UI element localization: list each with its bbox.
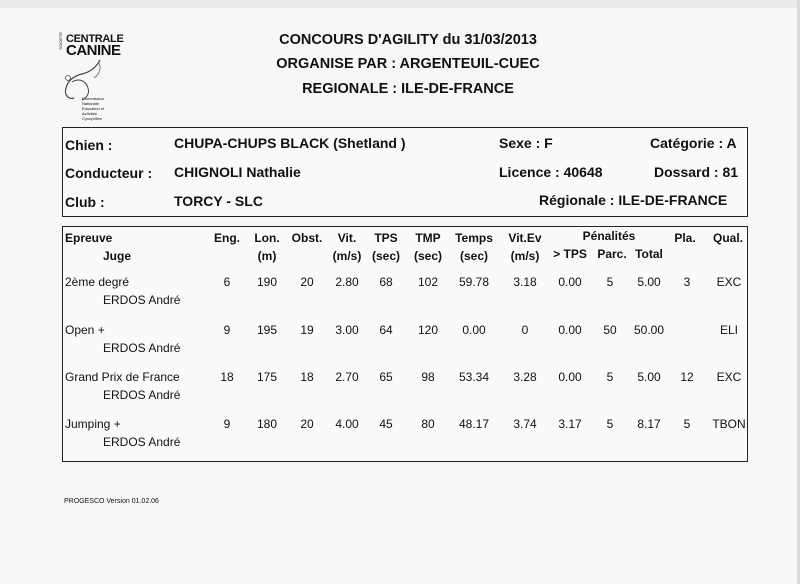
row-pen-total: 8.17 xyxy=(637,417,661,431)
row-pen-tps: 0.00 xyxy=(558,275,582,289)
row-epreuve: Open + xyxy=(65,323,105,337)
row-tps: 68 xyxy=(379,275,393,289)
chien-label: Chien : xyxy=(65,137,113,153)
row-eng: 6 xyxy=(223,275,231,289)
col-temps: Temps xyxy=(455,231,493,245)
row-vit: 2.80 xyxy=(335,275,359,289)
col-tmp-unit: (sec) xyxy=(413,249,443,263)
row-lon: 195 xyxy=(256,323,278,337)
row-temps: 59.78 xyxy=(458,275,490,289)
dossard-value: Dossard : 81 xyxy=(654,164,739,180)
row-vit: 3.00 xyxy=(335,323,359,337)
col-vit-unit: (m/s) xyxy=(332,249,362,263)
row-vitev: 3.18 xyxy=(513,275,537,289)
chien-value: CHUPA-CHUPS BLACK (Shetland ) xyxy=(174,135,406,151)
row-pla: 5 xyxy=(683,417,691,431)
page-edge xyxy=(0,0,800,8)
organizer-line: ORGANISE PAR : ARGENTEUIL-CUEC xyxy=(276,56,540,72)
col-epreuve: Epreuve xyxy=(65,231,113,245)
col-lon: Lon. xyxy=(254,231,280,245)
row-qual: ELI xyxy=(719,323,739,337)
row-pla: 3 xyxy=(683,275,691,289)
logo-commission-line: Nationale xyxy=(82,101,99,106)
row-lon: 180 xyxy=(256,417,278,431)
sexe-value: Sexe : F xyxy=(499,135,553,151)
row-juge: ERDOS André xyxy=(103,341,181,355)
row-tps: 45 xyxy=(379,417,393,431)
dog-info-box xyxy=(62,127,748,217)
row-tmp: 102 xyxy=(417,275,439,289)
logo-commission-line: Commission xyxy=(82,96,105,101)
row-temps: 0.00 xyxy=(462,323,486,337)
logo-canine-text: CANINE xyxy=(66,42,121,59)
row-tmp: 98 xyxy=(421,370,435,384)
logo-commission-line: Education et xyxy=(82,106,105,111)
row-tps: 65 xyxy=(379,370,393,384)
regionale-value: Régionale : ILE-DE-FRANCE xyxy=(539,192,728,208)
logo-commission-line: Activités xyxy=(82,111,97,116)
col-qual: Qual. xyxy=(712,231,744,245)
row-temps: 48.17 xyxy=(458,417,490,431)
row-pen-total: 5.00 xyxy=(637,370,661,384)
licence-value: Licence : 40648 xyxy=(499,164,603,180)
logo-soc-text: SOCIETE xyxy=(58,32,63,50)
row-vitev: 3.28 xyxy=(513,370,537,384)
club-label: Club : xyxy=(65,194,105,210)
row-qual: TBON xyxy=(712,417,746,431)
club-value: TORCY - SLC xyxy=(174,193,263,209)
results-table xyxy=(62,226,748,462)
logo-commission-line: Cynophiles xyxy=(82,116,102,121)
col-vitev-unit: (m/s) xyxy=(510,249,540,263)
row-qual: EXC xyxy=(716,370,742,384)
col-temps-unit: (sec) xyxy=(459,249,489,263)
row-pen-tps: 3.17 xyxy=(558,417,582,431)
row-pen-tps: 0.00 xyxy=(558,323,582,337)
row-eng: 18 xyxy=(220,370,234,384)
col-penalites: Pénalités xyxy=(582,229,636,243)
row-obst: 18 xyxy=(300,370,314,384)
conducteur-label: Conducteur : xyxy=(65,165,153,181)
region-line: REGIONALE : ILE-DE-FRANCE xyxy=(302,81,514,97)
contest-title: CONCOURS D'AGILITY du 31/03/2013 xyxy=(279,32,537,48)
row-obst: 19 xyxy=(300,323,314,337)
row-pen-parc: 5 xyxy=(606,370,614,384)
software-version: PROGESCO Version 01.02.06 xyxy=(64,498,159,505)
logo-centrale-text: CENTRALE xyxy=(66,33,124,45)
row-tps: 64 xyxy=(379,323,393,337)
row-epreuve: 2ème degré xyxy=(65,275,130,289)
row-vit: 4.00 xyxy=(335,417,359,431)
row-temps: 53.34 xyxy=(458,370,490,384)
row-eng: 9 xyxy=(223,323,231,337)
row-qual: EXC xyxy=(716,275,742,289)
col-pen-total: Total xyxy=(635,247,663,261)
row-epreuve: Grand Prix de France xyxy=(65,370,180,384)
row-pen-parc: 50 xyxy=(603,323,617,337)
col-pla: Pla. xyxy=(674,231,696,245)
col-obst: Obst. xyxy=(291,231,323,245)
row-epreuve: Jumping + xyxy=(65,417,121,431)
row-pen-parc: 5 xyxy=(606,417,614,431)
col-lon-unit: (m) xyxy=(257,249,277,263)
row-pen-parc: 5 xyxy=(606,275,614,289)
row-obst: 20 xyxy=(300,275,314,289)
row-juge: ERDOS André xyxy=(103,435,181,449)
col-pen-parc: Parc. xyxy=(597,247,627,261)
row-pen-total: 50.00 xyxy=(633,323,665,337)
col-juge: Juge xyxy=(103,249,132,263)
row-eng: 9 xyxy=(223,417,231,431)
row-pen-tps: 0.00 xyxy=(558,370,582,384)
col-tmp: TMP xyxy=(415,231,441,245)
row-pen-total: 5.00 xyxy=(637,275,661,289)
col-eng: Eng. xyxy=(214,231,240,245)
row-vit: 2.70 xyxy=(335,370,359,384)
row-juge: ERDOS André xyxy=(103,388,181,402)
col-vit: Vit. xyxy=(337,231,357,245)
categorie-value: Catégorie : A xyxy=(650,135,737,151)
col-tps: TPS xyxy=(374,231,398,245)
col-vitev: Vit.Ev xyxy=(508,231,542,245)
row-tmp: 120 xyxy=(417,323,439,337)
row-lon: 190 xyxy=(256,275,278,289)
row-pla: 12 xyxy=(680,370,694,384)
col-pen-tps: > TPS xyxy=(553,247,587,261)
conducteur-value: CHIGNOLI Nathalie xyxy=(174,164,301,180)
row-lon: 175 xyxy=(256,370,278,384)
row-obst: 20 xyxy=(300,417,314,431)
logo-commission-text xyxy=(82,96,122,121)
row-juge: ERDOS André xyxy=(103,293,181,307)
row-vitev: 0 xyxy=(521,323,529,337)
row-tmp: 80 xyxy=(421,417,435,431)
row-vitev: 3.74 xyxy=(513,417,537,431)
col-tps-unit: (sec) xyxy=(371,249,401,263)
